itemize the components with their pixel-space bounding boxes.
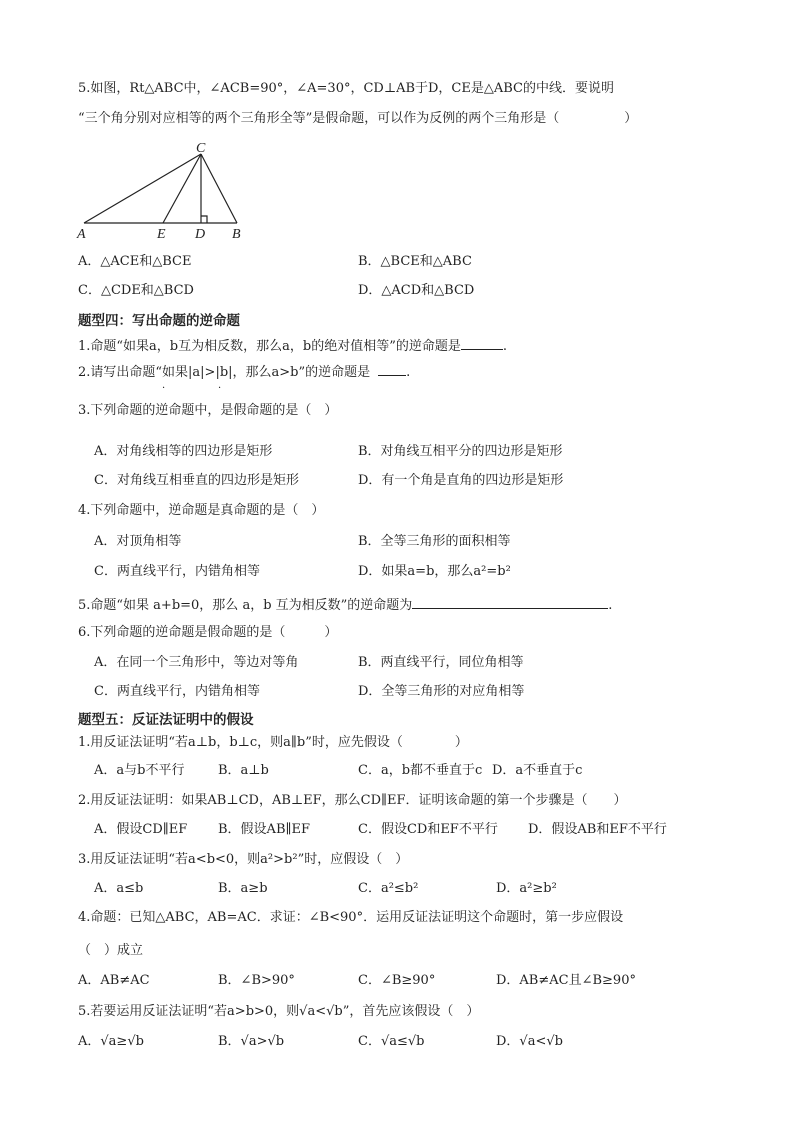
section-4-title: 题型四：写出命题的逆命题 (78, 313, 240, 329)
s4-q3-option-c: C．对角线互相垂直的四边形是矩形 (94, 473, 299, 488)
section-5-title: 题型五：反证法证明中的假设 (78, 712, 254, 728)
s5-q2-option-b: B．假设AB∥EF (218, 822, 311, 837)
s4-q2-blank (378, 361, 406, 376)
s5-q2-stem: 2.用反证法证明：如果AB⊥CD，AB⊥EF，那么CD∥EF．证明该命题的第一个步骤是（ ） (78, 793, 627, 808)
s5-q4-stem2: （ ）成立 (78, 943, 144, 958)
s5-q3-stem: 3.用反证法证明“若a<b<0，则a²>b²”时，应假设（ ） (78, 852, 409, 867)
s4-q3-option-d: D．有一个角是直角的四边形是矩形 (358, 473, 564, 488)
s5-q1-stem: 1.用反证法证明“若a⊥b，b⊥c，则a∥b”时，应先假设（ ） (78, 735, 468, 750)
s4-q4-option-c: C．两直线平行，内错角相等 (94, 564, 260, 579)
s4-q5-end: . (608, 598, 613, 613)
s4-q3-option-a: A．对角线相等的四边形是矩形 (94, 444, 273, 459)
s5-q3-option-a: A．a≤b (94, 881, 144, 896)
q5-line2: “三个角分别对应相等的两个三角形全等”是假命题，可以作为反例的两个三角形是（ ） (78, 111, 638, 126)
s5-q4-option-a: A．AB≠AC (78, 973, 150, 988)
s5-q1-option-c: C．a，b都不垂直于c (358, 763, 483, 778)
s4-q6-stem: 6.下列命题的逆命题是假命题的是（ ） (78, 625, 338, 640)
s4-q4-option-d: D．如果a=b，那么a²=b² (358, 564, 511, 579)
s5-q2-option-a: A．假设CD∥EF (94, 822, 188, 837)
s4-q1-text: 1.命题“如果a，b互为相反数，那么a，b的绝对值相等”的逆命题是 (78, 339, 461, 354)
s5-q5-option-c: C．√a≤√b (358, 1034, 425, 1049)
s5-q4-option-d: D．AB≠AC且∠B≥90° (496, 973, 636, 988)
s5-q4-option-c: C．∠B≥90° (358, 973, 436, 988)
s4-q4-option-b: B．全等三角形的面积相等 (358, 534, 511, 549)
s4-q1-blank (461, 335, 503, 350)
q5-line1: 5.如图，Rt△ABC中，∠ACB=90°，∠A=30°，CD⊥AB于D，CE是△ABC的中线．要说明 (78, 81, 614, 96)
q5-option-d: D．△ACD和△BCD (358, 283, 475, 298)
s4-q6-option-b: B．两直线平行，同位角相等 (358, 655, 524, 670)
label-a: A (77, 227, 86, 242)
s5-q4-stem1: 4.命题：已知△ABC，AB=AC．求证：∠B<90°．运用反证法证明这个命题时，第一步应假设 (78, 910, 624, 925)
s5-q5-option-d: D．√a<√b (496, 1034, 563, 1049)
s5-q1-option-b: B．a⊥b (218, 763, 269, 778)
label-c: C (196, 141, 206, 156)
s4-q2-text: 2.请写出命题“如果|a|>|b|，那么a>b”的逆命题是 (78, 365, 371, 380)
s5-q1-option-d: D．a不垂直于c (492, 763, 583, 778)
s5-q4-option-b: B．∠B>90° (218, 973, 295, 988)
label-b: B (232, 227, 241, 242)
s4-q5-blank (412, 594, 608, 609)
s5-q2-option-d: D．假设AB和EF不平行 (528, 822, 667, 837)
label-d: D (195, 227, 206, 242)
q5-option-c: C．△CDE和△BCD (78, 283, 194, 298)
emphasis-dot: · (218, 383, 222, 394)
s5-q3-option-b: B．a≥b (218, 881, 268, 896)
s4-q6-option-c: C．两直线平行，内错角相等 (94, 684, 260, 699)
s5-q1-option-a: A．a与b不平行 (94, 763, 185, 778)
s4-q1 (78, 335, 507, 356)
s5-q5-option-b: B．√a>√b (218, 1034, 285, 1049)
s4-q2 (78, 361, 410, 382)
s4-q6-option-a: A．在同一个三角形中，等边对等角 (94, 655, 299, 670)
q5-option-b: B．△BCE和△ABC (358, 254, 472, 269)
s4-q2-end: . (406, 365, 411, 380)
s4-q3-option-b: B．对角线互相平分的四边形是矩形 (358, 444, 563, 459)
label-e: E (157, 227, 166, 242)
s4-q5-text: 5.命题“如果 a+b=0，那么 a，b 互为相反数”的逆命题为 (78, 598, 413, 613)
s5-q3-option-d: D．a²≥b² (496, 881, 557, 896)
s4-q5 (78, 594, 612, 615)
s5-q5-stem: 5.若要运用反证法证明“若a>b>0，则√a<√b”，首先应该假设（ ） (78, 1004, 480, 1019)
emphasis-dot: · (162, 383, 166, 394)
q5-option-a: A．△ACE和△BCE (78, 254, 192, 269)
s5-q2-option-c: C．假设CD和EF不平行 (358, 822, 498, 837)
s4-q4-stem: 4.下列命题中，逆命题是真命题的是（ ） (78, 503, 325, 518)
s4-q1-end: . (502, 339, 507, 354)
s5-q5-option-a: A．√a≥√b (78, 1034, 144, 1049)
s5-q3-option-c: C．a²≤b² (358, 881, 419, 896)
s4-q4-option-a: A．对顶角相等 (94, 534, 182, 549)
s4-q6-option-d: D．全等三角形的对应角相等 (358, 684, 525, 699)
s4-q3-stem: 3.下列命题的逆命题中，是假命题的是（ ） (78, 403, 338, 418)
triangle-figure (74, 138, 254, 242)
